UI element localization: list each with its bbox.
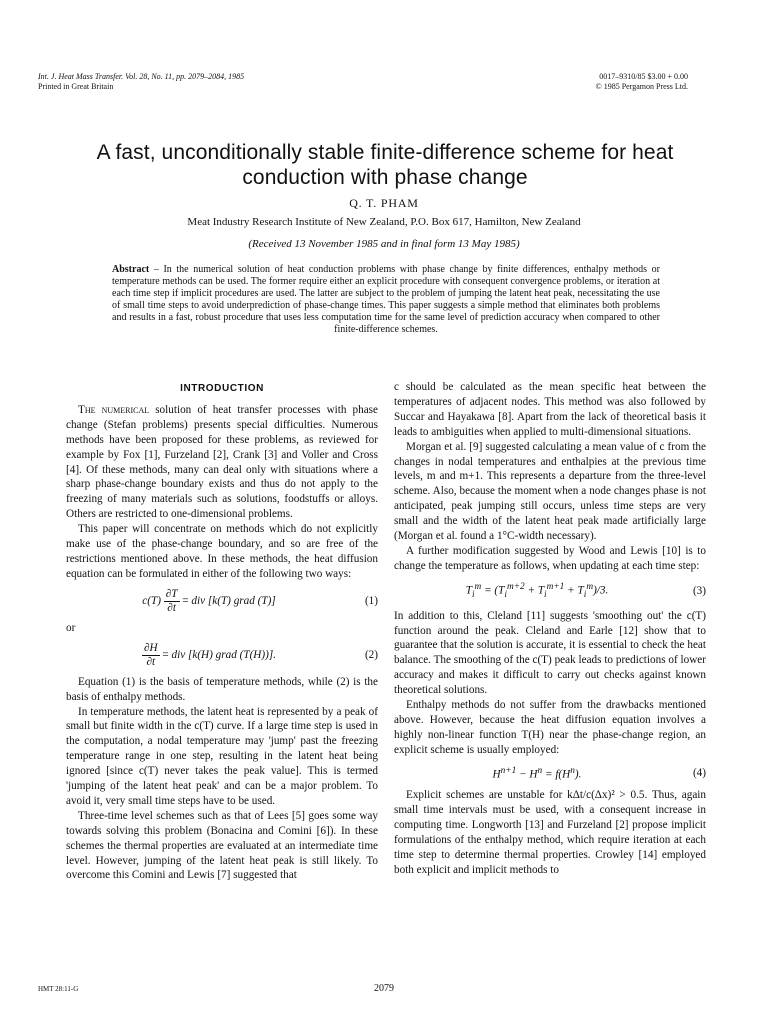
right-paragraph-2: Morgan et al. [9] suggested calculating a mean value of c from the changes in nodal temperatures and enthalpies at the previous time levels, m and m+1. This represents a departure from the three-level scheme. Also, because the moment when a node changes phase is not anticipated, peak jumping still occurs, unless time steps are very small and the width of the latent heat peak made artificially large (Morgan et al. found a 1°C-width necessary). <box>394 440 706 543</box>
copyright: © 1985 Pergamon Press Ltd. <box>595 82 688 91</box>
equation-1 <box>66 588 378 615</box>
equation-2 <box>66 642 378 669</box>
abstract-label: Abstract <box>112 264 150 275</box>
journal-header <box>38 72 244 92</box>
equation-2-body: $\frac{\partial H}{\partial t}$ = div [k(H) grad (T(H))]. <box>144 641 276 668</box>
issn: 0017–9310/85 $3.00 + 0.00 <box>599 72 688 81</box>
right-paragraph-1: c should be calculated as the mean specific heat between the temperatures of adjacent nodes. This method was also followed by Succar and Hayakawa [8]. Apart from the lack of theoretical basis it leads to ambiguities when applied to multi-dimensional situations. <box>394 381 706 438</box>
abstract <box>112 264 660 336</box>
journal-citation: Int. J. Heat Mass Transfer. Vol. 28, No. 11, pp. 2079–2084, 1985 <box>38 72 245 81</box>
right-paragraph-4: In addition to this, Cleland [11] suggests 'smoothing out' the c(T) function around the peak. Cleland and Earle [12] show that to guarantee that the solution is accurate, it is essential to check the heat balance. The smoothing of the c(T) peak leads to predictions of lower accuracy and makes it difficult to carry out checks against known theoretical solutions. <box>394 609 706 697</box>
affiliation: Meat Industry Research Institute of New Zealand, P.O. Box 617, Hamilton, New Zealand <box>187 216 581 228</box>
intro-paragraph-5: Three-time level schemes such as that of Lees [5] goes some way towards solving this problem (Bonacina and Comini [6]). In these schemes the thermal properties are evaluated at an intermediate time level. However, jumping of the latent heat peak is still likely. To overcome this Comini and Lewis [7] suggested that <box>66 809 378 882</box>
equation-4-number: (4) <box>692 766 706 779</box>
intro-paragraph-4: In temperature methods, the latent heat is represented by a peak of small but finite width in the c(T) curve. If a large time step is used in the computation, a nodal temperature may 'jump' past the freezing temperature range in one step, resulting in the latent heat being ignored [since c(T) never takes the peak value]. This is termed 'jumping of the latent heat peak' and can be a major problem. To avoid it, very small time steps have to be used. <box>66 705 378 807</box>
right-column <box>394 380 706 878</box>
received-date: (Received 13 November 1985 and in final form 13 May 1985) <box>248 238 520 250</box>
lead-in: The numerical <box>78 403 150 416</box>
intro-paragraph-2: This paper will concentrate on methods which do not explicitly make use of the phase-change boundary, and so are free of the restrictions mentioned above. In these methods, the heat diffusion equation can be formulated in either of the following two ways: <box>66 523 378 580</box>
or-text: or <box>66 621 76 634</box>
right-paragraph-6: Explicit schemes are unstable for kΔt/c(Δx)² > 0.5. Thus, again small time intervals must be used, with a consequent increase in computing time. Longworth [13] and Furzeland [2] propose implicit formulations of the enthalpy method, which require iteration at each time step to determine thermal properties. Crowley [14] employed both explicit and implicit methods to <box>394 789 706 876</box>
paper-title: A fast, unconditionally stable finite-difference scheme for heat conduction with phase change <box>96 141 674 189</box>
equation-3 <box>394 580 706 603</box>
equation-4 <box>394 764 706 783</box>
intro-paragraph-1-text: solution of heat transfer processes with phase change (Stefan problems) presents special difficulties. Numerous methods have been proposed for these problems, as reviewed for example by Fox [1], Furzeland [2], Crank [3] and Voller and Cross [4]. Of these methods, many can deal only with situations where a sharp phase-change boundary exists and thus do not apply to the freezing of many materials such as solutions, foodstuffs or alloys. Others are restricted to one-dimensional problems. <box>66 403 379 521</box>
right-paragraph-5: Enthalpy methods do not suffer from the drawbacks mentioned above. However, because the heat diffusion equation involves a highly non-linear function T(H) near the phase-change region, an explicit scheme is usually employed: <box>394 699 706 756</box>
intro-paragraph-3: Equation (1) is the basis of temperature methods, while (2) is the basis of enthalpy methods. <box>66 675 378 703</box>
equation-3-number: (3) <box>692 584 706 597</box>
printed-note: Printed in Great Britain <box>38 82 114 91</box>
author: Q. T. PHAM <box>349 196 419 210</box>
section-heading: INTRODUCTION <box>180 383 264 394</box>
abstract-text: – In the numerical solution of heat conduction problems with phase change by finite differences, enthalpy methods or temperature methods can be used. The former require either an explicit procedure with consequent convergence problems, or iteration at each time step if implicit procedures are used. The latter are subject to the problem of jumping the latent heat peak, necessitating the use of small time steps to avoid underprediction of phase-change times. This paper suggests a simple method that eliminates both problems and results in a fast, robust procedure that uses less computation time for the same level of prediction accuracy when compared to other finite-difference schemes. <box>112 264 661 335</box>
publisher-header <box>596 72 688 92</box>
equation-3-body: $T_i^m = (T_i^{m+2} + T_i^{m+1} + T_i^m)/3$. <box>465 581 609 600</box>
equation-1-body: c(T) $\frac{\partial T}{\partial t}$ = div [k(T) grad (T)] <box>142 587 276 614</box>
equation-1-number: (1) <box>364 594 378 607</box>
equation-2-number: (2) <box>364 648 378 661</box>
page-number: 2079 <box>374 983 394 994</box>
right-paragraph-3: A further modification suggested by Wood and Lewis [10] is to change the temperature as follows, when updating at each time step: <box>394 544 706 572</box>
left-column <box>66 380 378 883</box>
intro-paragraph-1 <box>66 403 378 522</box>
equation-4-body: $H^{n+1} - H^n = f(H^n)$. <box>492 765 582 781</box>
footer-code: HMT 28:11-G <box>38 985 79 993</box>
